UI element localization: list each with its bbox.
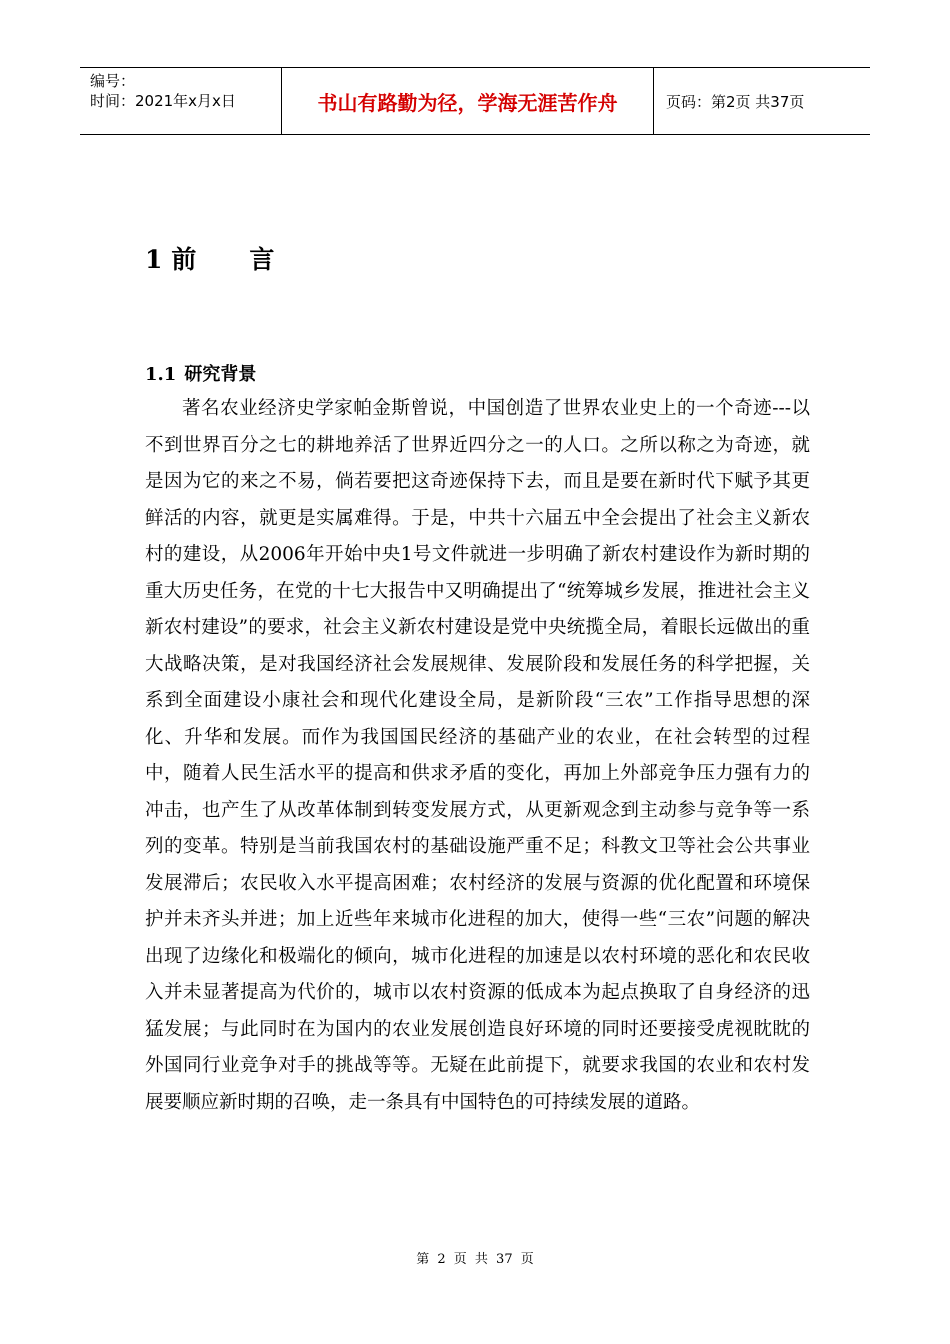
header-page-info: 页码：第2页 共37页 (666, 92, 805, 111)
time-label: 时间：2021年x月x日 (90, 92, 236, 110)
header-motto: 书山有路勤为径，学海无涯苦作舟 (282, 68, 654, 134)
section-number: 1.1 (145, 364, 177, 385)
chapter-title (145, 240, 275, 276)
body-paragraph: 著名农业经济史学家帕金斯曾说，中国创造了世界农业史上的一个奇迹---以不到世界百分之七的耕地养活了世界近四分之一的人口。之所以称之为奇迹，就是因为它的来之不易，倘若要把这奇迹保持下去，而且是要在新时代下赋予其更鲜活的内容，就更是实属难得。于是，中共十六届五中全会提出了社会主义新农村的建设，从2006年开始中央1号文件就进一步明确了新农村建设作为新时期的重大历史任务，在党的十七大报告中又明确提出了“统筹城乡发展，推进社会主义新农村建设”的要求，社会主义新农村建设是党中央统揽全局，着眼长远做出的重大战略决策，是对我国经济社会发展规律、发展阶段和发展任务的科学把握，关系到全面建设小康社会和现代化建设全局，是新阶段“三农”工作指导思想的深化、升华和发展。而作为我国国民经济的基础产业的农业，在社会转型的过程中，随着人民生活水平的提高和供求矛盾的变化，再加上外部竞争压力强有力的冲击，也产生了从改革体制到转变发展方式，从更新观念到主动参与竞争等一系列的变革。特别是当前我国农村的基础设施严重不足；科教文卫等社会公共事业发展滞后；农民收入水平提高困难；农村经济的发展与资源的优化配置和环境保护并未齐头并进；加上近些年来城市化进程的加大，使得一些“三农”问题的解决出现了边缘化和极端化的倾向，城市化进程的加速是以农村环境的恶化和农民收入并未显著提高为代价的，城市以农村资源的低成本为起点换取了自身经济的迅猛发展；与此同时在为国内的农业发展创造良好环境的同时还要接受虎视眈眈的外国同行业竞争对手的挑战等等。无疑在此前提下，就要求我国的农业和农村发展要顺应新时期的召唤，走一条具有中国特色的可持续发展的道路。 (145, 398, 810, 1113)
page-footer: 第 2 页 共 37 页 (416, 1252, 534, 1267)
section-title-text: 研究背景 (184, 364, 257, 385)
chapter-number: 1 (145, 245, 164, 274)
section-title (145, 360, 256, 386)
header-meta (80, 68, 282, 134)
number-label: 编号： (90, 72, 136, 90)
chapter-title-part-2: 言 (249, 245, 276, 274)
chapter-title-part-1: 前 (171, 245, 198, 274)
document-header (80, 67, 870, 135)
